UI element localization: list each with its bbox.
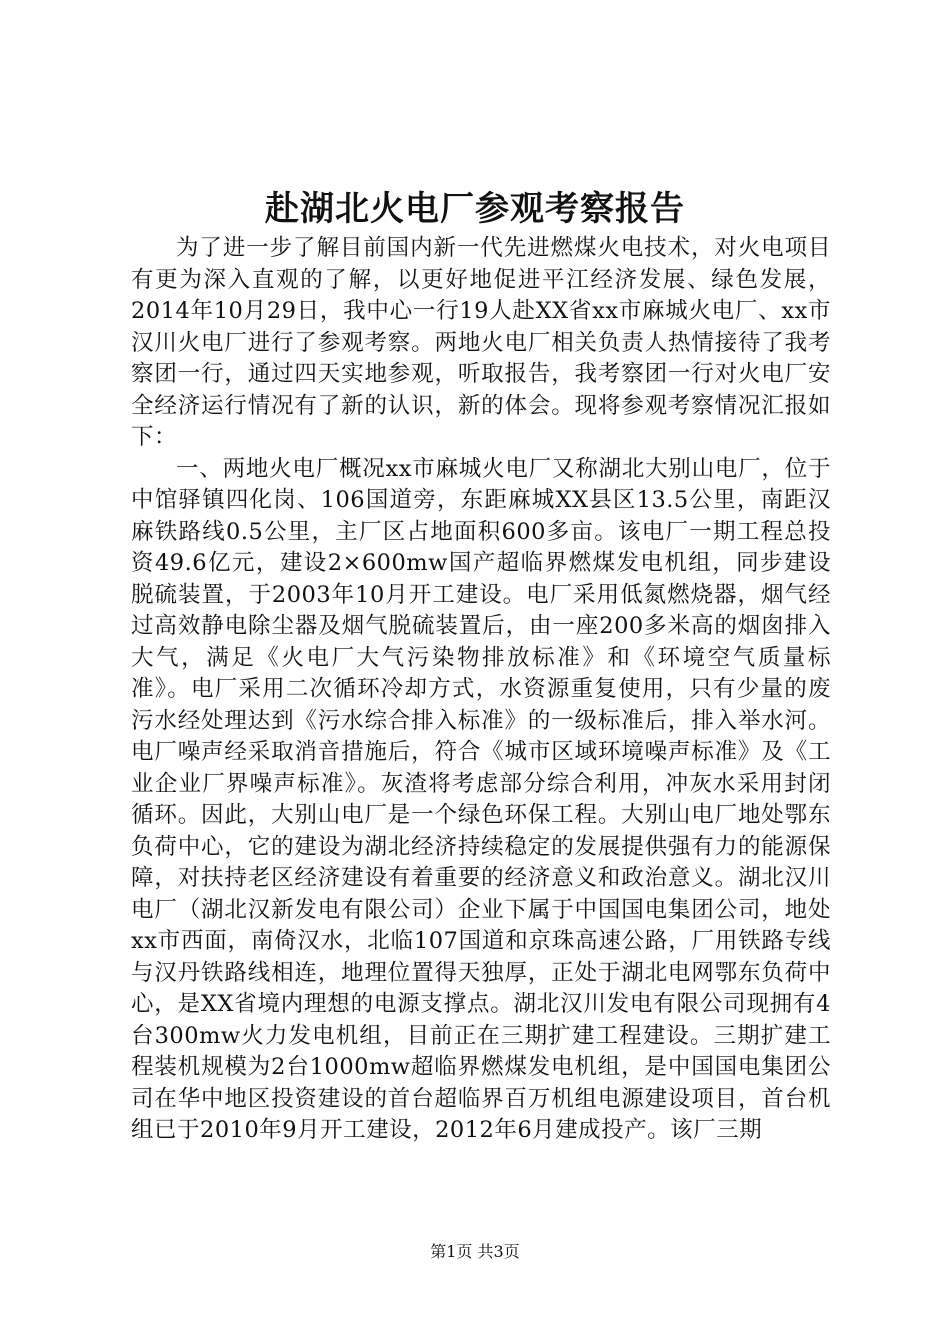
paragraph-intro: 为了进一步了解目前国内新一代先进燃煤火电技术，对火电项目有更为深入直观的了解，以更好地促进平江经济发展、绿色发展，2014年10月29日，我中心一行19人赴XX省xx市麻城火电厂、xx市汉川火电厂进行了参观考察。两地火电厂相关负责人热情接待了我考察团一行，通过四天实地参观，听取报告，我考察团一行对火电厂安全经济运行情况有了新的认识，新的体会。现将参观考察情况汇报如下： [131, 235, 831, 450]
document-body [131, 233, 831, 1147]
page-number-footer: 第1页 共3页 [430, 1242, 520, 1261]
document-title: 赴湖北火电厂参观考察报告 [265, 189, 685, 229]
paragraph-overview: 一、两地火电厂概况xx市麻城火电厂又称湖北大别山电厂，位于中馆驿镇四化岗、106国道旁，东距麻城XX县区13.5公里，南距汉麻铁路线0.5公里，主厂区占地面积600多亩。该电厂一期工程总投资49.6亿元，建设2×600mw国产超临界燃煤发电机组，同步建设脱硫装置，于2003年10月开工建设。电厂采用低氮燃烧器，烟气经过高效静电除尘器及烟气脱硫装置后，由一座200多米高的烟囱排入大气，满足《火电厂大气污染物排放标准》和《环境空气质量标准》。电厂采用二次循环冷却方式，水资源重复使用，只有少量的废污水经处理达到《污水综合排入标准》的一级标准后，排入举水河。电厂噪声经采取消音措施后，符合《城市区域环境噪声标准》及《工业企业厂界噪声标准》。灰渣将考虑部分综合利用，冲灰水采用封闭循环。因此，大别山电厂是一个绿色环保工程。大别山电厂地处鄂东负荷中心，它的建设为湖北经济持续稳定的发展提供强有力的能源保障，对扶持老区经济建设有着重要的经济意义和政治意义。湖北汉川电厂（湖北汉新发电有限公司）企业下属于中国国电集团公司，地处xx市西面，南倚汉水，北临107国道和京珠高速公路，厂用铁路专线与汉丹铁路线相连，地理位置得天独厚，正处于湖北电网鄂东负荷中心，是XX省境内理想的电源支撑点。湖北汉川发电有限公司现拥有4台300mw火力发电机组，目前正在三期扩建工程建设。三期扩建工程装机规模为2台1000mw超临界燃煤发电机组，是中国国电集团公司在华中地区投资建设的首台超临界百万机组电源建设项目，首台机组已于2010年9月开工建设，2012年6月建成投产。该厂三期 [131, 455, 831, 1143]
